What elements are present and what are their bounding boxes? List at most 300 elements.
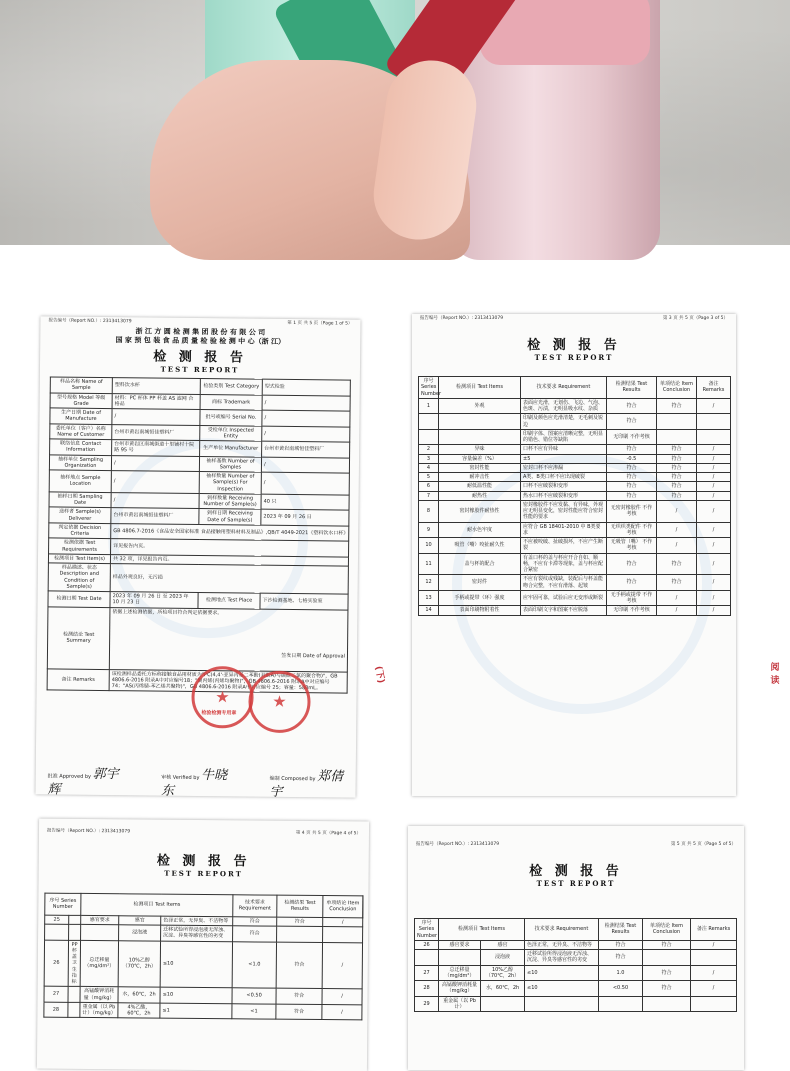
table-row: [419, 590, 731, 606]
column-header: 序号 Series Number: [415, 919, 439, 941]
table-cell: 应符合 GB 18401-2010 中 B类要求: [521, 522, 607, 538]
table-cell: 感官: [119, 916, 161, 926]
table-cell: [277, 926, 323, 942]
summary-cell: [109, 607, 348, 671]
table-cell: <1: [232, 1004, 276, 1020]
report-page-5: [408, 826, 744, 1070]
table-row: [419, 553, 731, 575]
info-label: 到样数量 Receiving Number of Sample(s): [199, 493, 261, 509]
table-cell: 表面应光滑，无划伤、飞边、气泡、色斑、污渍，无明显吸水纹、杂质: [521, 398, 607, 414]
report-title: 检 测 报 告: [40, 348, 360, 368]
table-row: [419, 398, 731, 414]
table-cell: 外观: [439, 398, 521, 414]
report-page-1: [36, 316, 361, 797]
table-cell: 迁移试验所得浸泡液无浑浊、沉淀、异臭等感官性的劣变: [525, 950, 599, 966]
table-cell: 手柄或提带（环）强度: [439, 590, 521, 606]
info-value: 台州市黄岩南城恒佳塑料厂: [111, 508, 199, 524]
info-value: /: [262, 426, 350, 442]
info-value: /: [262, 395, 350, 411]
table-cell: 符合: [657, 575, 697, 591]
group-cell: [68, 1002, 80, 1018]
table-cell: 不应有裂纹或残缺，装配后与杯盖能吻合完整，不应有滑落、起皱: [521, 575, 607, 591]
table-cell: 符合: [607, 482, 657, 491]
table-row: [419, 414, 731, 430]
table-row: [415, 996, 737, 1012]
table-cell: 符合: [599, 940, 643, 949]
company-seal: ★: [248, 671, 311, 734]
table-cell: 总迁移量（mg/dm²）: [80, 940, 118, 987]
table-cell: ±5: [521, 454, 607, 463]
table-row: [419, 606, 731, 615]
page-header: 报告编号（Report NO.）: 2313413079 第 5 页 共 5 页（Page 5 of 5）: [408, 842, 744, 848]
row-number: 27: [44, 986, 68, 1002]
column-header: 技术要求 Requirement: [525, 919, 599, 941]
column-header: 单项结论 Item Conclusion: [657, 377, 697, 399]
table-cell: [643, 950, 691, 966]
table-row: [419, 538, 731, 554]
table-cell: 符合: [657, 553, 697, 575]
table-cell: 水，60℃，2h: [118, 987, 160, 1003]
table-cell: 密封件: [439, 575, 521, 591]
table-row: [415, 950, 737, 966]
org-name: 浙 江 方 圆 检 测 集 团 股 份 有 限 公 司: [40, 326, 360, 338]
column-header: 检测结果 Test Results: [599, 919, 643, 941]
info-label: 委托单位（客户）名称 Name of Customer: [50, 423, 112, 439]
table-cell: [81, 924, 119, 940]
row-number: 9: [419, 522, 439, 538]
info-value: 2023 年 09 月 26 日: [261, 509, 349, 525]
info-value: /: [112, 409, 200, 425]
table-cell: 感官: [481, 940, 525, 949]
info-label: 送样者 Sample(s) Deliverer: [49, 507, 111, 523]
column-header: 备注 Remarks: [691, 919, 737, 941]
info-value: 台州市黄岩南城恒佳塑料厂: [262, 441, 350, 457]
info-value: 台州市黄岩区南城街道十里铺村十院路 95 号: [112, 440, 200, 456]
product-photo: [0, 0, 790, 245]
table-cell: 浸泡液: [481, 950, 525, 966]
info-label: 抽样基数 Number of Samples: [199, 456, 261, 472]
report-title-en: TEST REPORT: [412, 354, 736, 363]
table-cell: 应牢固可靠，试验后应无变形或断裂: [521, 590, 607, 606]
row-number: [419, 429, 439, 445]
row-number: 4: [419, 463, 439, 472]
place-label: 检测地点 Test Place: [198, 593, 260, 609]
table-cell: /: [697, 590, 731, 606]
table-cell: /: [322, 1004, 362, 1020]
info-label: 样品名称 Name of Sample: [50, 377, 112, 393]
row-number: 6: [419, 482, 439, 491]
table-cell: 表面印刷物附着性: [439, 606, 521, 615]
report-title-en: TEST REPORT: [408, 880, 744, 889]
table-cell: /: [697, 538, 731, 554]
table-cell: 口杯不应有异味: [521, 445, 607, 454]
margin-mark-right: 阅读: [768, 660, 782, 686]
approved-signature: 郭宇辉: [47, 767, 118, 798]
info-value: 型式检验: [262, 379, 350, 395]
table-header-row: [45, 893, 363, 918]
table-cell: /: [697, 398, 731, 414]
margin-mark-left: (下): [373, 665, 389, 684]
table-cell: 色泽正常，无异臭、不洁物等: [161, 916, 233, 926]
info-value: 台州市黄岩南城恒佳塑料厂: [112, 424, 200, 440]
table-cell: 吸管（嘴）咬扯耐久性: [439, 538, 521, 554]
column-header: 单项结论 Item Conclusion: [323, 896, 363, 918]
info-value: 材料：PC 杯体 PP 杯盖 AS 滤网 合格品: [112, 393, 200, 409]
info-label: 抽样地点 Sample Location: [49, 470, 111, 492]
table-cell: [525, 996, 599, 1012]
table-cell: 符合: [657, 482, 697, 491]
table-cell: /: [657, 500, 697, 522]
info-label: 商标 Trademark: [200, 394, 262, 410]
table-cell: 无手柄或提带 不作考核: [607, 590, 657, 606]
info-row: [49, 470, 349, 495]
summary-label: 检测结论 Test Summary: [47, 606, 110, 669]
row-number: [45, 924, 69, 940]
info-value: /: [261, 472, 349, 495]
composed-signature: 郑倩宇: [269, 769, 343, 800]
results-table-p5: [414, 918, 737, 1012]
row-number: 27: [415, 965, 439, 981]
table-cell: /: [322, 989, 362, 1005]
table-cell: 耐热性: [439, 491, 521, 500]
table-cell: 符合: [276, 988, 322, 1004]
table-row: [419, 575, 731, 591]
table-cell: /: [657, 522, 697, 538]
row-number: 10: [419, 538, 439, 554]
table-cell: ≤10: [160, 941, 232, 988]
approved-by: 批准 Approved by 郭宇辉: [47, 766, 131, 799]
info-label: 受检单位 Inspected Entity: [200, 425, 262, 441]
group-cell: [69, 915, 81, 924]
table-cell: [323, 927, 363, 943]
row-number: 29: [415, 996, 439, 1012]
column-header: 检测项目 Test Items: [81, 893, 233, 916]
results-table-p3: [418, 376, 731, 616]
info-label: 抽样单位 Sampling Organization: [49, 454, 111, 470]
table-cell: 符合: [643, 965, 691, 981]
info-label: 到样日期 Receiving Date of Sample(s): [199, 509, 261, 525]
table-cell: 符合: [607, 445, 657, 454]
table-cell: 无密封橡胶件 不作考核: [607, 500, 657, 522]
table-cell: /: [697, 454, 731, 463]
row-number: [419, 414, 439, 430]
table-cell: 符合: [657, 398, 697, 414]
seal-caption: 检验检测专用章: [201, 710, 236, 717]
inspection-seal: ★: [191, 666, 254, 729]
table-cell: /: [657, 606, 697, 615]
row-number: 11: [419, 553, 439, 575]
info-value: /: [262, 410, 350, 426]
summary-value: 依据上述检测依据，所检项目符合判定依据要求。: [112, 609, 345, 618]
table-cell: [481, 996, 525, 1012]
row-number: 28: [44, 1002, 68, 1018]
table-cell: 无吸管（嘴） 不作考核: [607, 538, 657, 554]
report-page-4: [37, 819, 369, 1071]
column-header: 序号 Series Number: [45, 893, 81, 915]
table-cell: 10%乙醇（70℃，2h）: [481, 965, 525, 981]
table-row: [419, 445, 731, 454]
table-cell: 符合: [599, 950, 643, 966]
table-cell: 水，60℃，2h: [481, 981, 525, 997]
table-cell: ≤10: [525, 981, 599, 997]
table-cell: <0.50: [232, 988, 276, 1004]
report-title-en: TEST REPORT: [39, 869, 369, 881]
table-cell: [697, 414, 731, 430]
table-cell: /: [697, 606, 731, 615]
page-header: 报告编号（Report NO.）: 2313413079 第 3 页 共 5 页（Page 3 of 5）: [412, 316, 736, 322]
column-header: 检测结果 Test Results: [607, 377, 657, 399]
composed-by: 编制 Composed by 郑倩宇: [269, 769, 355, 802]
table-cell: 符合: [657, 454, 697, 463]
desc-label: 样品描述、状态 Description and Condition of Sample(s): [48, 563, 110, 592]
table-row: [419, 463, 731, 472]
table-cell: 高锰酸钾消耗量（mg/kg）: [439, 981, 481, 997]
table-row: [419, 491, 731, 500]
info-label: 检验类别 Test Category: [200, 379, 262, 395]
table-cell: [439, 950, 481, 966]
table-row: [419, 482, 731, 491]
table-cell: 符合: [276, 1004, 322, 1020]
table-cell: /: [697, 553, 731, 575]
group-cell: PP 杯盖 卫生 指标: [68, 940, 80, 987]
report-title: 检 测 报 告: [412, 338, 736, 354]
page-header: 报告编号（Report NO.）: 2313413079 第 1 页 共 5 页（Page 1 of 5）: [40, 318, 360, 327]
row-number: [415, 950, 439, 966]
table-cell: 密封性能: [439, 463, 521, 472]
table-cell: /: [697, 491, 731, 500]
table-row: [44, 1002, 362, 1020]
signature-row: [47, 766, 355, 802]
table-cell: <1.0: [232, 941, 276, 988]
column-header: 技术要求 Requirement: [521, 377, 607, 399]
table-cell: ≤10: [525, 965, 599, 981]
table-cell: 印刷字体、图案应清晰完整，无明显的错色、错位等缺陷: [521, 429, 607, 445]
table-cell: /: [697, 463, 731, 472]
table-header-row: [419, 377, 731, 399]
table-cell: 符合: [657, 473, 697, 482]
table-cell: 无印刷 不作考核: [607, 429, 657, 445]
row-number: 5: [419, 473, 439, 482]
table-cell: 符合: [607, 491, 657, 500]
table-cell: /: [697, 445, 731, 454]
table-cell: /: [657, 538, 697, 554]
table-cell: [643, 996, 691, 1012]
table-cell: 无印刷 不作考核: [607, 606, 657, 615]
table-cell: /: [691, 940, 737, 949]
row-number: 2: [419, 445, 439, 454]
column-header: 备注 Remarks: [697, 377, 731, 399]
desc-value: 样品外观良好，无污损: [110, 564, 348, 594]
table-cell: 无织织类配件 不作考核: [607, 522, 657, 538]
items-value: 共 32 项，详见报告内页。: [110, 554, 348, 566]
table-cell: /: [697, 522, 731, 538]
table-cell: 耐水色牢度: [439, 522, 521, 538]
info-label: 生产日期 Date of Manufacture: [50, 408, 112, 424]
info-label: 抽样日期 Sampling Date: [49, 492, 111, 508]
report-title: 检 测 报 告: [39, 853, 369, 872]
table-cell: /: [323, 917, 363, 927]
approval-label: 签发日期 Date of Approval: [112, 651, 345, 660]
table-cell: 符合: [233, 917, 277, 927]
req-label: 检测依据 Test Requirements: [49, 538, 111, 554]
column-header: 检测项目 Test Items: [439, 919, 525, 941]
table-cell: 符合: [607, 463, 657, 472]
table-cell: [691, 996, 737, 1012]
table-cell: [599, 996, 643, 1012]
table-cell: 迁移试验所得浸泡液无浑浊、沉淀、异臭等感官性的劣变: [161, 925, 233, 941]
table-cell: 符合: [607, 414, 657, 430]
table-cell: 色泽正常，无异臭、不洁物等: [525, 940, 599, 949]
info-value: 塑料饮水杯: [112, 378, 200, 394]
table-cell: 4%乙酸，60℃，2h: [118, 1003, 160, 1019]
row-number: 14: [419, 606, 439, 615]
info-label: 抽样数量 Number of Sample(s) For Inspection: [199, 472, 261, 494]
table-header-row: [415, 919, 737, 941]
table-cell: /: [322, 942, 362, 989]
column-header: 技术要求 Requirement: [233, 895, 277, 917]
table-cell: 不应被咬破、扯破损坏，不应产生断裂: [521, 538, 607, 554]
req-value: 详见报告内页。: [111, 539, 349, 557]
table-cell: /: [691, 981, 737, 997]
table-row: [415, 940, 737, 949]
table-cell: 耐冲击性: [439, 473, 521, 482]
table-row: [419, 522, 731, 538]
table-cell: /: [697, 575, 731, 591]
table-cell: 感官要求: [81, 915, 119, 925]
table-cell: /: [657, 590, 697, 606]
table-cell: 符合: [607, 473, 657, 482]
info-label: 批号或编号 Serial No.: [200, 410, 262, 426]
table-cell: 有盖口杯的盖与杯应开合自如、顺畅，不应有卡滞等现象，盖与杯应配合紧密: [521, 553, 607, 575]
table-cell: 符合: [657, 463, 697, 472]
table-cell: 符合: [657, 491, 697, 500]
table-cell: -0.5: [607, 454, 657, 463]
page-header: 报告编号（Report NO.）: 2313413079 第 4 页 共 5 页（Page 4 of 5）: [39, 829, 369, 838]
table-row: [415, 965, 737, 981]
report-title-en: TEST REPORT: [40, 364, 360, 376]
table-cell: 符合: [657, 445, 697, 454]
table-cell: 符合: [643, 940, 691, 949]
row-number: 26: [44, 940, 68, 987]
table-cell: 符合: [607, 398, 657, 414]
info-value: /: [111, 471, 199, 494]
column-header: 检测结果 Test Results: [277, 895, 323, 917]
items-label: 检测项目 Test Item(s): [48, 554, 110, 564]
table-cell: 耐低温性能: [439, 482, 521, 491]
row-number: 26: [415, 940, 439, 949]
remarks-value: 该检测样品委托方标称接触食品用材质为"PC(4,4'-亚异丙基二苯酚(双酚A)与碳酰二氯的聚合物)"，GB 4806.6-2016 附录A中对应编号18；"聚丙烯(丙烯均聚物)"，GB 4806.6-2016 附录A中对应编号74；"AS(丙烯腈-苯乙烯共聚物)"，GB 4806.6-2016 附录A中对应编号 25；容量：580mL。: [109, 669, 347, 693]
info-label: 联络信息 Contact Information: [50, 439, 112, 455]
table-cell: 重金属（以 Pb 计）（mg/kg）: [80, 1002, 118, 1018]
table-cell: 密封口杯不应渗漏: [521, 463, 607, 472]
table-cell: 重金属（以 Pb 计）: [439, 996, 481, 1012]
table-cell: [657, 429, 697, 445]
report-title: 检 测 报 告: [408, 864, 744, 880]
basis-value: GB 4806.7-2016《食品安全国家标准 食品接触用塑料材料及制品》,QB/T 4049-2021《塑料饮水口杯》: [111, 523, 349, 541]
place-value: 下沙检测基地、七格实验室: [260, 593, 348, 609]
table-row: [415, 981, 737, 997]
table-cell: ≤1: [160, 1003, 232, 1019]
table-cell: 符合: [607, 575, 657, 591]
table-cell: 异味: [439, 445, 521, 454]
table-cell: 热水口杯不应破裂和变形: [521, 491, 607, 500]
table-cell: 符合: [643, 981, 691, 997]
table-cell: 1.0: [599, 965, 643, 981]
verified-by: 审核 Verified by 牛晓东: [161, 768, 240, 801]
table-cell: ≤10: [160, 987, 232, 1003]
results-table-p4: [43, 893, 363, 1021]
table-cell: 符合: [277, 917, 323, 927]
info-label: 生产单位 Manufacturer: [200, 441, 262, 457]
row-number: 1: [419, 398, 439, 414]
table-cell: [439, 414, 521, 430]
row-number: 12: [419, 575, 439, 591]
table-cell: [657, 414, 697, 430]
column-header: 序号 Series Number: [419, 377, 439, 399]
row-number: 7: [419, 491, 439, 500]
info-table: [47, 376, 351, 693]
table-cell: [439, 429, 521, 445]
verified-signature: 牛晓东: [161, 768, 227, 799]
table-cell: 盖与杯的配合: [439, 553, 521, 575]
table-cell: 浸泡液: [119, 925, 161, 941]
table-row: [419, 454, 731, 463]
table-row: [419, 429, 731, 445]
table-cell: <0.50: [599, 981, 643, 997]
info-value: /: [111, 492, 199, 508]
table-cell: 感官要求: [439, 940, 481, 949]
table-cell: /: [697, 473, 731, 482]
table-row: [44, 940, 362, 990]
table-cell: /: [697, 482, 731, 491]
column-header: 单项结论 Item Conclusion: [643, 919, 691, 941]
table-cell: 符合: [276, 942, 322, 989]
row-number: 8: [419, 500, 439, 522]
table-cell: 密封橡胶件耐热性: [439, 500, 521, 522]
group-cell: [68, 987, 80, 1003]
info-value: 40 只: [261, 494, 349, 510]
table-cell: 符合: [607, 553, 657, 575]
table-cell: /: [697, 500, 731, 522]
basis-label: 判定依据 Decision Criteria: [49, 523, 111, 539]
column-header: 检测项目 Test Items: [439, 377, 521, 399]
date-value: 2023 年 09 月 26 日 至 2023 年 10 月 23 日: [110, 592, 198, 608]
table-cell: 容量偏差（%）: [439, 454, 521, 463]
info-value: /: [261, 457, 349, 473]
info-value: /: [111, 455, 199, 471]
table-cell: [697, 429, 731, 445]
table-cell: 印刷及颜色应光滑清楚，无毛刺及锐边: [521, 414, 607, 430]
row-number: 13: [419, 590, 439, 606]
group-cell: [69, 924, 81, 940]
table-cell: 总迁移量（mg/dm²）: [439, 965, 481, 981]
org-name-2: 国 家 预 包 装 食 品 质 量 检 验 检 测 中 心（浙 江）: [40, 335, 360, 347]
table-cell: 密封橡胶件不应发黏、有异味，外观应无明显变化，密封性能应符合密封性能的要求: [521, 500, 607, 522]
table-cell: A类、B类口杯不应出现破裂: [521, 473, 607, 482]
table-cell: 口杯不应破裂和变形: [521, 482, 607, 491]
remarks-label: 备注 Remarks: [47, 668, 109, 690]
table-cell: [691, 950, 737, 966]
row-number: 3: [419, 454, 439, 463]
table-cell: /: [691, 965, 737, 981]
report-page-3: [412, 314, 736, 796]
row-number: 28: [415, 981, 439, 997]
table-cell: 符合: [233, 926, 277, 942]
date-label: 检测日期 Test Date: [48, 591, 110, 607]
info-label: 型号规格 Model 等级 Grade: [50, 392, 112, 408]
row-number: 25: [45, 915, 69, 924]
table-row: [419, 500, 731, 522]
